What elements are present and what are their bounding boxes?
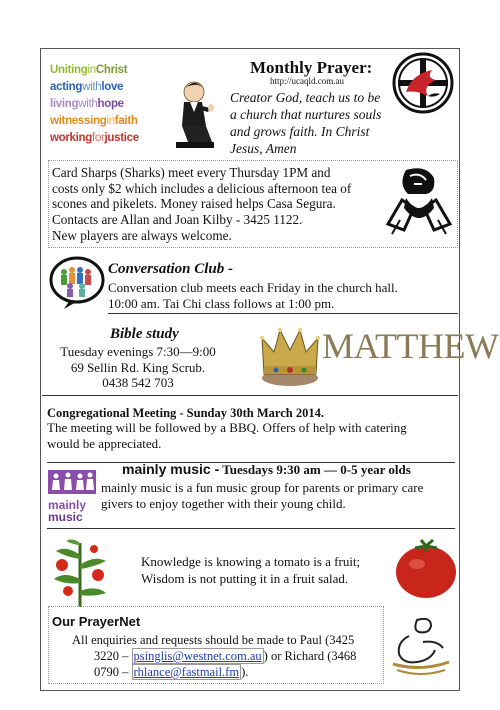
prayer-text: Creator God, teach us to be a church that nurtures souls and grows faith. In Christ Jesus, Amen: [230, 90, 382, 156]
prayernet-text-fragment: 0790 –: [94, 665, 132, 679]
bible-study-title: Bible study: [110, 326, 179, 342]
bible-study-details: [58, 344, 218, 391]
slogan-word: with: [82, 81, 102, 93]
slogan-word: witnessing: [50, 115, 107, 127]
slogan-word: acting: [50, 81, 83, 93]
logo-text-mainly: mainly: [48, 498, 87, 512]
card-line: costs only $2 which includes a delicious afternoon tea of: [52, 180, 352, 196]
prayernet-text-fragment: ) or Richard (3468: [263, 649, 357, 663]
email-link-richard[interactable]: rhlance@fastmail.fm: [133, 665, 240, 679]
uniting-church-logo-icon: [392, 52, 454, 114]
conversation-club-text: [108, 280, 458, 311]
prayernet-line-3: [72, 664, 392, 680]
slogan-word: living: [50, 98, 79, 110]
mainly-music-title-a: mainly music -: [122, 461, 220, 477]
quote-line: Wisdom is not putting it in a fruit salad.: [141, 571, 349, 586]
tomato-icon: [393, 538, 459, 600]
card-line: New players are always welcome.: [52, 227, 232, 243]
tomato-plant-icon: [48, 535, 112, 609]
conversation-bubble-icon: [48, 252, 106, 310]
quote-line: Knowledge is knowing a tomato is a fruit;: [141, 554, 361, 569]
bible-line: Tuesday evenings 7:30—9:00: [60, 344, 216, 359]
prayernet-title: Our PrayerNet: [52, 614, 141, 629]
slogan-word: Uniting: [50, 64, 88, 76]
slogan-word: in: [106, 115, 115, 127]
knowledge-quote: [141, 553, 391, 587]
slogan-word: for: [92, 132, 105, 144]
slogan-word: in: [87, 64, 96, 76]
mainly-music-logo: [48, 470, 96, 522]
slogan-word: Christ: [95, 64, 128, 76]
crown-icon: [258, 322, 322, 388]
card-line: Contacts are Allan and Joan Kilby - 3425 1122.: [52, 212, 303, 228]
prayernet-text: [72, 632, 392, 680]
bible-line: 69 Sellin Rd. King Scrub.: [70, 359, 206, 375]
prayernet-text-fragment: ).: [241, 665, 249, 679]
prayernet-line-2: [72, 648, 392, 664]
slogan-word: love: [101, 81, 124, 93]
divider: [42, 395, 458, 396]
praying-hands-sketch-icon: [387, 612, 455, 682]
mainly-music-line: mainly music is a fun music group for parents or primary care: [101, 480, 424, 495]
conversation-line: Conversation club meets each Friday in the church hall.: [108, 280, 398, 295]
uniting-slogans: [50, 62, 139, 147]
email-link-paul[interactable]: psinglis@westnet.com.au: [133, 649, 262, 663]
prayernet-text-fragment: 3220 –: [94, 649, 132, 663]
mainly-music-title-b: Tuesdays 9:30 am — 0-5 year olds: [219, 462, 411, 477]
card-sharps-text: [52, 165, 392, 244]
congregational-meeting-title: Congregational Meeting - Sunday 30th March 2014.: [47, 406, 324, 420]
slogan-word: faith: [114, 115, 138, 127]
congregational-line: would be appreciated.: [47, 435, 162, 451]
conversation-club-title: Conversation Club -: [108, 261, 234, 277]
dancing-children-icon: [48, 470, 96, 494]
bible-line: 0438 542 703: [102, 375, 174, 390]
card-line: scones and pikelets. Money raised helps Casa Segura.: [52, 196, 336, 212]
prayer-url[interactable]: http://ucaqld.com.au: [270, 76, 344, 86]
conversation-line: 10:00 am. Tai Chi class follows at 1:00 pm.: [108, 295, 335, 311]
congregational-meeting-text: [47, 420, 452, 451]
monthly-prayer-title: Monthly Prayer:: [250, 58, 373, 77]
divider: [47, 528, 455, 529]
slogan-word: with: [78, 98, 98, 110]
card-player-icon: [386, 164, 452, 238]
slogan-word: hope: [97, 98, 124, 110]
mainly-music-text: [101, 480, 461, 512]
mainly-music-title: [122, 461, 411, 478]
logo-text-music: music: [48, 510, 83, 524]
mainly-music-line: givers to enjoy together with their young child.: [101, 496, 346, 511]
matthew-heading: MATTHEW: [322, 326, 499, 366]
congregational-line: The meeting will be followed by a BBQ. Offers of help with catering: [47, 420, 407, 435]
praying-figure-icon: [168, 78, 226, 152]
card-line: Card Sharps (Sharks) meet every Thursday 1PM and: [52, 165, 331, 180]
slogan-word: working: [50, 132, 92, 144]
divider: [108, 313, 458, 314]
slogan-word: justice: [104, 132, 139, 144]
prayernet-line: All enquiries and requests should be made to Paul (3425: [72, 633, 355, 647]
